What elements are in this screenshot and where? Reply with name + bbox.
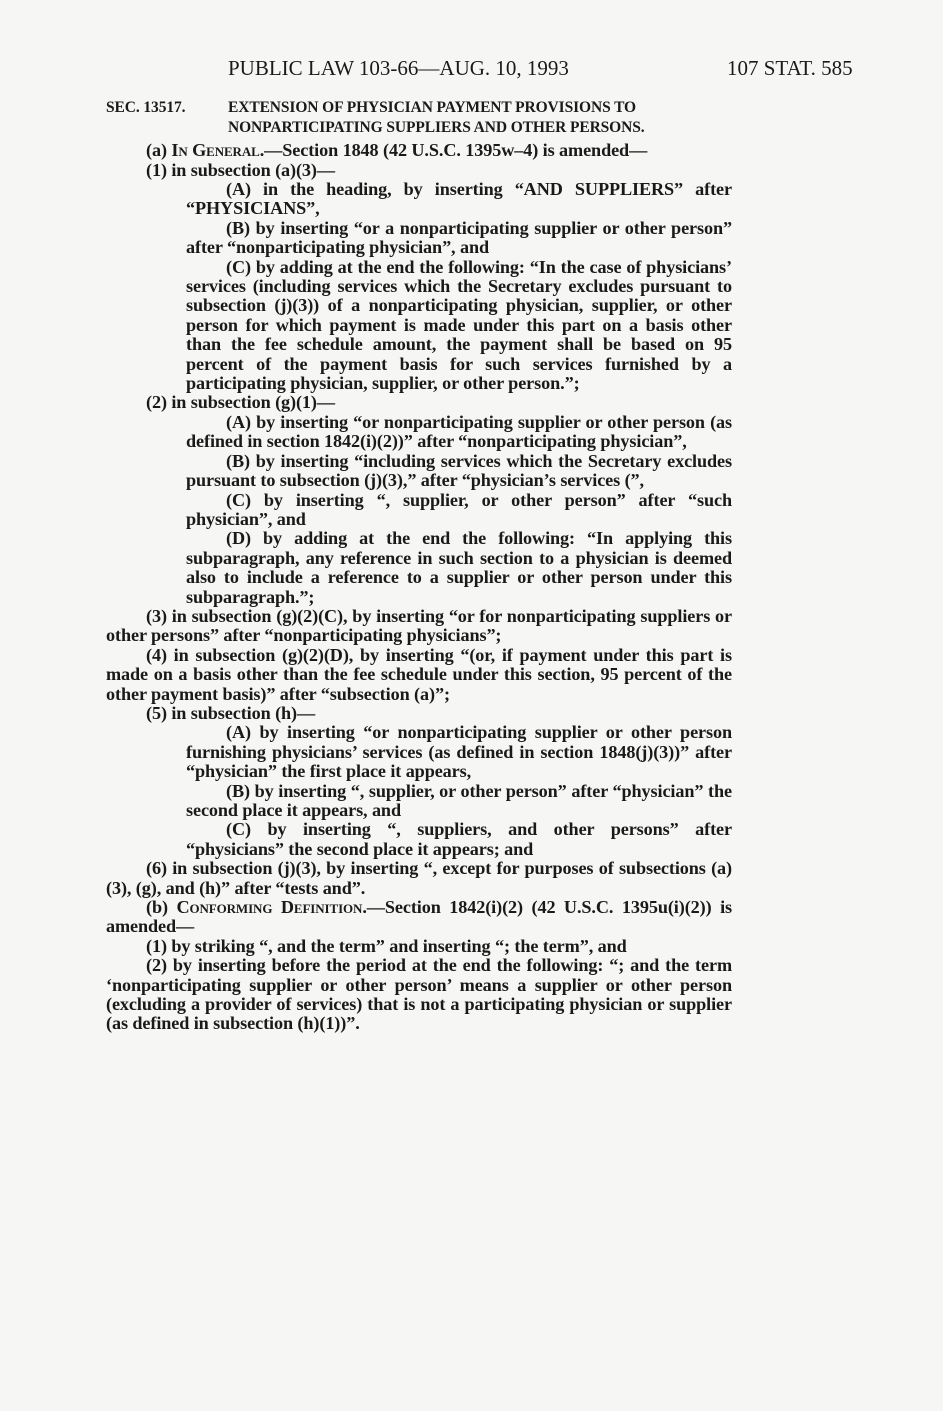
paragraph-level-1: (1) by striking “, and the term” and inserting “; the term”, and (146, 935, 627, 956)
paragraph-level-1: (4) in subsection (g)(2)(D), by inserting “(or, if payment under this part is made on a basis other than the fee schedule under this section, 95 percent of the other payment basis)” after “subsection (a)”; (106, 644, 732, 704)
paragraph-level-2: (C) by adding at the end the following: “In the case of physicians’ services (including services which the Secretary excludes pursuant to subsection (j)(3)) of a nonparticipating physician, supplier, or other person for which payment is made under this part on a basis other than the fee schedule amount, the payment shall be based on 95 percent of the payment basis for such services furnished by a participating physician, supplier, or other person.”; (186, 256, 732, 394)
subsection-a (106, 141, 732, 160)
paragraph-level-2: (D) by adding at the end the following: “In applying this subparagraph, any reference in such section to a physician is deemed also to include a reference to a supplier or other person under this subparagraph.”; (186, 528, 732, 607)
subsection-b-heading: Conforming Definition. (176, 897, 367, 918)
subsection-a-heading: In General. (171, 140, 265, 161)
subsection-a-label: (a) (146, 140, 172, 161)
paragraph-level-1: (6) in subsection (j)(3), by inserting “, except for purposes of subsections (a)(3), (g), and (h)” after “tests and”. (106, 858, 732, 898)
section-number: SEC. 13517. (106, 99, 186, 116)
subsection-a-paragraphs (106, 161, 732, 898)
statute-page-number: 107 STAT. 585 (727, 56, 853, 80)
paragraph-level-1: (2) in subsection (g)(1)— (146, 392, 335, 413)
paragraph-level-1: (5) in subsection (h)— (146, 702, 316, 723)
subsection-b-label: (b) (146, 897, 177, 918)
section-title-line-2: NONPARTICIPATING SUPPLIERS AND OTHER PERSONS. (228, 118, 645, 136)
paragraph-level-2: (B) by inserting “or a nonparticipating supplier or other person” after “nonparticipating physician”, and (186, 217, 732, 258)
paragraph-level-2: (A) in the heading, by inserting “AND SUPPLIERS” after “PHYSICIANS”, (186, 179, 732, 219)
subsection-a-text: —Section 1848 (42 U.S.C. 1395w–4) is amended— (264, 140, 648, 161)
law-citation: PUBLIC LAW 103-66—AUG. 10, 1993 (228, 56, 569, 80)
section-heading (106, 98, 732, 137)
paragraph-level-2: (C) by inserting “, supplier, or other person” after “such physician”, and (186, 489, 732, 529)
paragraph-level-2: (B) by inserting “, supplier, or other person” after “physician” the second place it appears, and (186, 780, 732, 820)
subsection-b-paragraphs (106, 937, 732, 1034)
subsection-b-text: —Section 1842(i)(2) (42 U.S.C. 1395u(i)(2)) is amended— (106, 897, 733, 937)
subsection-b (106, 898, 732, 937)
paragraph-level-2: (A) by inserting “or nonparticipating supplier or other person (as defined in section 1842(i)(2))” after “nonparticipating physician”, (186, 411, 732, 452)
paragraph-level-2: (A) by inserting “or nonparticipating supplier or other person furnishing physicians’ services (as defined in section 1848(j)(3))” after “physician” the first place it appears, (186, 722, 732, 782)
running-head (0, 56, 943, 84)
paragraph-level-2: (C) by inserting “, suppliers, and other persons” after “physicians” the second place it appears; and (186, 819, 732, 859)
paragraph-level-1: (3) in subsection (g)(2)(C), by inserting “or for nonparticipating suppliers or other persons” after “nonparticipating physicians”; (106, 605, 732, 646)
section-title-line-1: EXTENSION OF PHYSICIAN PAYMENT PROVISIONS TO (228, 99, 637, 116)
body-text (106, 98, 732, 1034)
paragraph-level-2: (B) by inserting “including services which the Secretary excludes pursuant to subsection (j)(3),” after “physician’s services (”, (186, 450, 732, 491)
paragraph-level-1: (1) in subsection (a)(3)— (146, 159, 335, 180)
paragraph-level-1: (2) by inserting before the period at the end the following: “; and the term ‘nonparticipating supplier or other person’ means a supplier or other person (excluding a provider of services) that is not a participating physician or supplier (as defined in subsection (h)(1))”. (106, 955, 732, 1034)
